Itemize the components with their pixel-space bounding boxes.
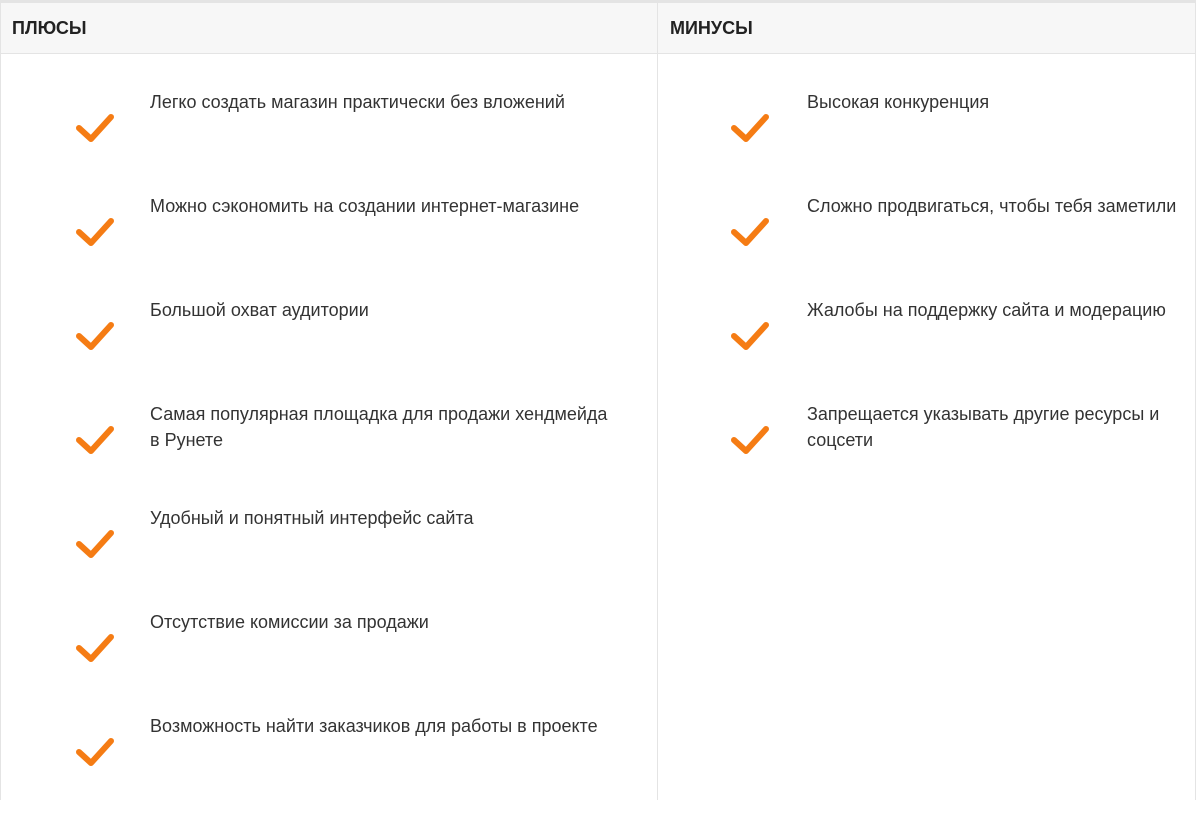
cons-item <box>658 297 1195 401</box>
pros-item <box>1 89 657 193</box>
pros-column <box>1 3 658 800</box>
cons-column <box>658 3 1195 800</box>
cons-item <box>658 89 1195 193</box>
pros-item-text: Отсутствие комиссии за продажи <box>150 612 429 632</box>
check-icon <box>728 111 772 145</box>
pros-item-text: Можно сэкономить на создании интернет-магазине <box>150 196 580 216</box>
pros-item-text: Большой охват аудитории <box>150 300 369 320</box>
pros-header: ПЛЮСЫ <box>1 3 657 54</box>
check-icon <box>728 319 772 353</box>
cons-item-text: Сложно продвигаться, чтобы тебя заметили <box>807 196 1177 216</box>
cons-item-text: Высокая конкуренция <box>807 92 990 112</box>
check-icon <box>73 423 117 457</box>
pros-item-text: Возможность найти заказчиков для работы в проекте <box>150 716 598 736</box>
pros-item <box>1 713 657 817</box>
check-icon <box>728 423 772 457</box>
check-icon <box>728 215 772 249</box>
check-icon <box>73 527 117 561</box>
cons-item <box>658 401 1195 505</box>
check-icon <box>73 631 117 665</box>
pros-item-text: Самая популярная площадка для продажи хендмейда в Рунете <box>150 404 608 450</box>
pros-item-text: Удобный и понятный интерфейс сайта <box>150 508 474 528</box>
pros-item <box>1 297 657 401</box>
check-icon <box>73 215 117 249</box>
pros-item <box>1 193 657 297</box>
pros-item <box>1 505 657 609</box>
pros-item <box>1 401 657 505</box>
pros-item-text: Легко создать магазин практически без вложений <box>150 92 565 112</box>
cons-item-text: Жалобы на поддержку сайта и модерацию <box>807 300 1166 320</box>
pros-item <box>1 609 657 713</box>
cons-item <box>658 193 1195 297</box>
cons-item-text: Запрещается указывать другие ресурсы и соцсети <box>807 404 1160 450</box>
check-icon <box>73 735 117 769</box>
cons-header: МИНУСЫ <box>658 3 1195 54</box>
check-icon <box>73 319 117 353</box>
check-icon <box>73 111 117 145</box>
